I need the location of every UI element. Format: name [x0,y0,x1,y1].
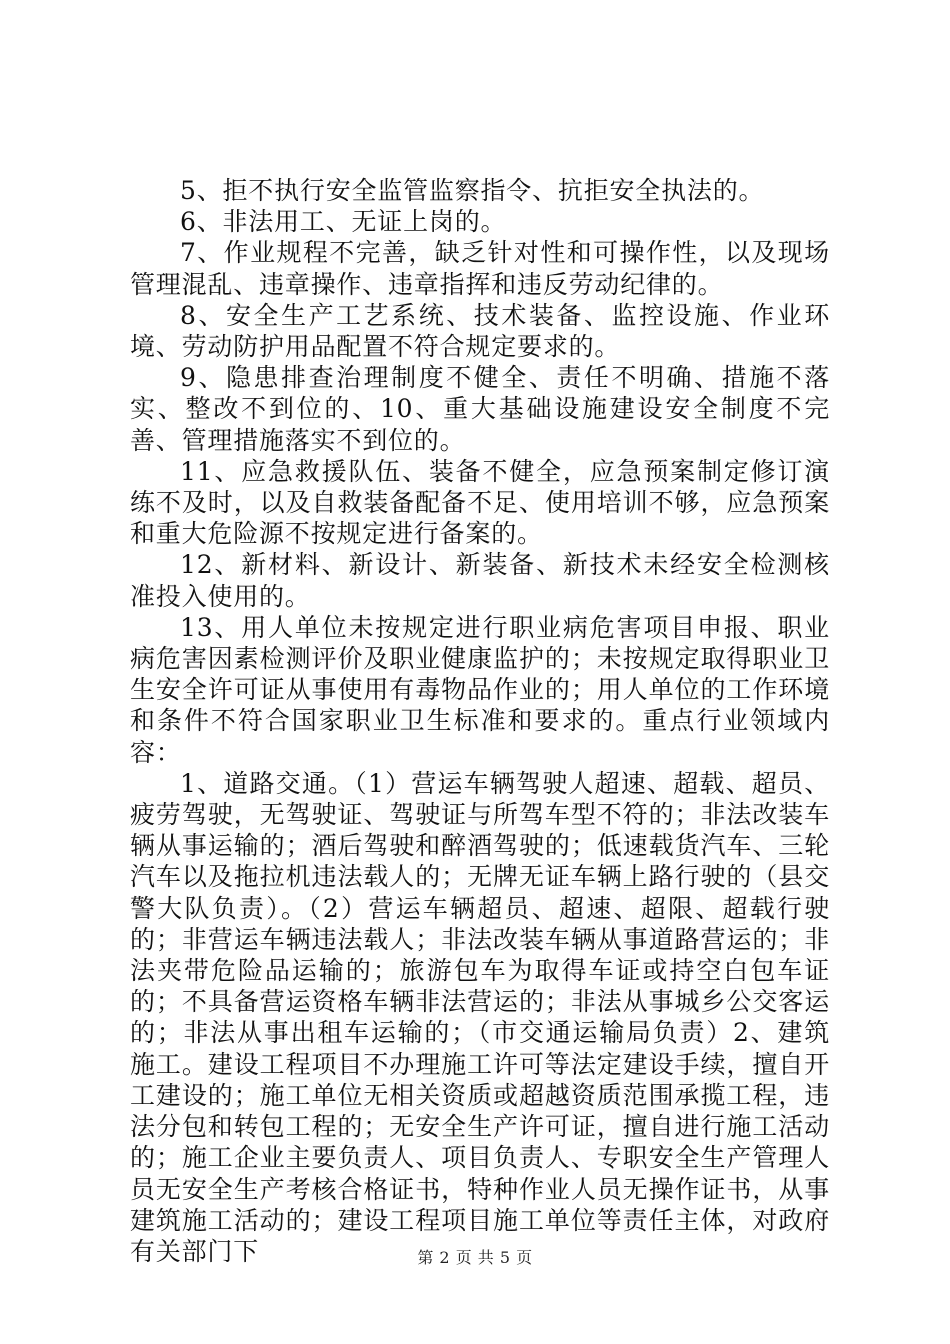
paragraph-item-8: 8、安全生产工艺系统、技术装备、监控设施、作业环境、劳动防护用品配置不符合规定要求的。 [130,300,830,362]
paragraph-item-11: 11、应急救援队伍、装备不健全，应急预案制定修订演练不及时，以及自救装备配备不足、使用培训不够，应急预案和重大危险源不按规定进行备案的。 [130,456,830,549]
paragraph-key-industries: 1、道路交通。（1）营运车辆驾驶人超速、超载、超员、疲劳驾驶，无驾驶证、驾驶证与所驾车型不符的；非法改装车辆从事运输的；酒后驾驶和醉酒驾驶的；低速载货汽车、三轮汽车以及拖拉机违法载人的；无牌无证车辆上路行驶的（县交警大队负责）。（2）营运车辆超员、超速、超限、超载行驶的；非营运车辆违法载人；非法改装车辆从事道路营运的；非法夹带危险品运输的；旅游包车为取得车证或持空白包车证的；不具备营运资格车辆非法营运的；非法从事城乡公交客运的；非法从事出租车运输的；（市交通运输局负责）2、建筑施工。建设工程项目不办理施工许可等法定建设手续，擅自开工建设的；施工单位无相关资质或超越资质范围承揽工程，违法分包和转包工程的；无安全生产许可证，擅自进行施工活动的；施工企业主要负责人、项目负责人、专职安全生产管理人员无安全生产考核合格证书，特种作业人员无操作证书，从事建筑施工活动的；建设工程项目施工单位等责任主体，对政府有关部门下 [130,768,830,1266]
paragraph-item-9: 9、隐患排查治理制度不健全、责任不明确、措施不落实、整改不到位的、10、重大基础设施建设安全制度不完善、管理措施落实不到位的。 [130,363,830,455]
paragraph-item-12: 12、新材料、新设计、新装备、新技术未经安全检测核准投入使用的。 [130,550,830,611]
document-body [130,175,830,1267]
paragraph-item-7: 7、作业规程不完善，缺乏针对性和可操作性，以及现场管理混乱、违章操作、违章指挥和违反劳动纪律的。 [130,238,830,299]
paragraph-item-6: 6、非法用工、无证上岗的。 [180,207,507,237]
paragraph-item-13: 13、用人单位未按规定进行职业病危害项目申报、职业病危害因素检测评价及职业健康监护的；未按规定取得职业卫生安全许可证从事使用有毒物品作业的；用人单位的工作环境和条件不符合国家职业卫生标准和要求的。重点行业领域内容： [130,612,830,767]
page-number-footer: 第 2 页 共 5 页 [417,1248,533,1267]
paragraph-item-5: 5、拒不执行安全监管监察指令、抗拒安全执法的。 [180,176,765,205]
